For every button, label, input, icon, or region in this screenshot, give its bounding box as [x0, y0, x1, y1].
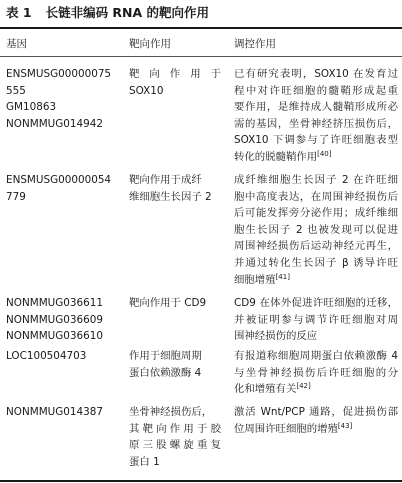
row-3-gene: NONMMUG036611 NONMMUG036609 NONMMUG036610: [6, 297, 103, 343]
row-5-regulation: 激活 Wnt/PCP 通路，促进损伤部 位周围许旺细胞的增殖[43]: [234, 406, 398, 435]
row-4-regulation: 有报道称细胞周期蛋白依赖激酶 4 与坐骨神经损伤后许旺细胞的分 化和增殖有关[42]: [234, 350, 398, 396]
table-caption: [6, 4, 209, 22]
table-title: 长链非编码 RNA 的靶向作用: [45, 5, 210, 20]
header-regulation: 调控作用: [234, 38, 276, 50]
table-number: 表 1: [6, 5, 32, 20]
row-2-target: 靶向作用于成纤 维细胞生长因子 2: [129, 174, 212, 203]
reference-42: [42]: [296, 382, 311, 391]
header-gene: 基因: [6, 38, 27, 50]
header-rule: [0, 56, 402, 57]
header-target: 靶向作用: [129, 38, 171, 50]
row-1-regulation: 已有研究表明，SOX10 在发育过 程中对许旺细胞的髓鞘形成起重 要作用，是维持成人髓鞘形成所必 需的基因，坐骨神经挤压损伤后， SOX10 下调参与了许旺细胞表型 转化的脱髓鞘作用[40]: [234, 68, 398, 163]
reference-41: [41]: [275, 272, 290, 281]
reference-40: [40]: [317, 149, 332, 158]
row-5-gene: NONMMUG014387: [6, 406, 103, 418]
row-3-regulation: CD9 在体外促进许旺细胞的迁移， 并被证明参与调节许旺细胞对周 围神经损伤的反应: [234, 297, 398, 343]
row-4-gene: LOC100504703: [6, 350, 87, 362]
bottom-rule: [0, 480, 402, 482]
row-3-target: 靶向作用于 CD9: [129, 297, 207, 309]
row-2-regulation: 成纤维细胞生长因子 2 在许旺细 胞中高度表达，在周围神经损伤后 后可能发挥旁分泌作用；成纤维细 胞生长因子 2 也被发现可以促进 周围神经损伤后运动神经元再生， 并通过转化生长因子 β 诱导许旺 细胞增殖[41]: [234, 174, 398, 286]
row-2-gene: ENSMUSG00000054 779: [6, 174, 112, 203]
row-1-gene: ENSMUSG00000075 555 GM10863 NONMMUG014942: [6, 68, 112, 130]
row-5-target: 坐骨神经损伤后， 其靶向作用于胶 原三股螺旋重复 蛋白 1: [129, 406, 221, 468]
top-rule: [0, 27, 402, 29]
row-1-target: 靶 向 作 用 于 SOX10: [129, 68, 221, 97]
reference-43: [43]: [337, 421, 353, 430]
row-4-target: 作用于细胞周期 蛋白依赖激酶 4: [129, 350, 202, 379]
